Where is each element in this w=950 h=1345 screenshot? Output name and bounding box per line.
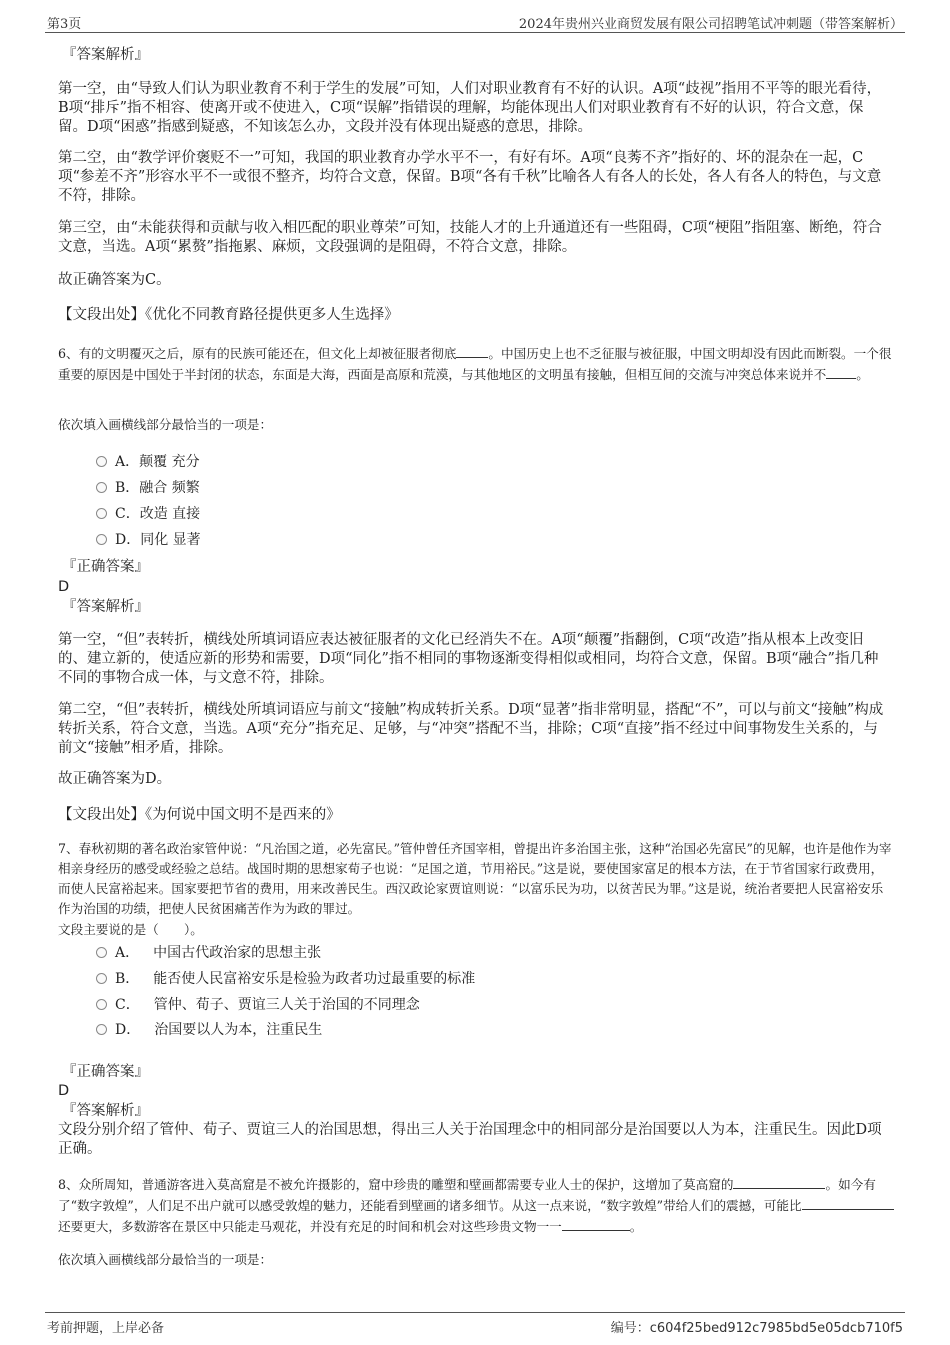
q8-stem-part-c: 还要更大，多数游客在景区中只能走马观花，并没有充足的时间和机会对这些珍贵文物一一 (58, 1219, 562, 1234)
q7-stem: 7、春秋初期的著名政治家管仲说：“凡治国之道，必先富民。”管仲曾任齐国宰相，曾提出许多治国主张，这种“治国必先富民”的见解，也许是他作为宰相亲身经历的感受或经验之总结。战国时期的思想家荀子也说：“足国之道，节用裕民。”这是说，要使国家富足的根本方法，在于节省国家行政费用，而使人民富裕起来。国家要把节省的费用，用来改善民生。西汉政论家贾谊则说：“以富乐民为功，以贫苦民为罪。”这是说，统治者要把人民富裕安乐作为治国的功绩，把使人民贫困痛苦作为为政的罪过。 (58, 841, 892, 916)
q5-source: 【文段出处】《优化不同教育路径提供更多人生选择》 (58, 307, 399, 323)
q6-blank-2 (826, 364, 856, 379)
option-text: 改造 直接 (139, 506, 201, 522)
q8-stem-part-a: 8、众所周知，普通游客进入莫高窟是不被允许摄影的，窟中珍贵的雕塑和壁画都需要专业人士的保护，这增加了莫高窟的 (58, 1177, 734, 1192)
page-number: 第3页 (47, 17, 82, 32)
q7-option-d[interactable] (96, 1020, 322, 1040)
q6-source: 【文段出处】《为何说中国文明不是西来的》 (58, 807, 341, 823)
radio-icon[interactable] (96, 947, 107, 958)
q6-stem-part-a: 6、有的文明覆灭之后，原有的民族可能还在，但文化上却被征服者彻底 (58, 346, 457, 361)
radio-icon[interactable] (96, 508, 107, 519)
q8-prompt: 依次填入画横线部分最恰当的一项是： (58, 1252, 273, 1267)
option-letter: A． (115, 454, 140, 470)
radio-icon[interactable] (96, 973, 107, 984)
q5-analysis-para1: 第一空，由“导致人们认为职业教育不利于学生的发展”可知，人们对职业教育有不好的认识。A项“歧视”指用不平等的眼光看待，B项“排斥”指不相容、使离开或不使进入，C项“误解”指错误的理解，均能体现出人们对职业教育有不好的认识，符合文意，保留。D项“困惑”指感到疑惑，不知该怎么办，文段并没有体现出疑惑的意思，排除。 (58, 81, 882, 135)
option-letter: B． (115, 971, 140, 987)
option-text: 治国要以人为本，注重民生 (154, 1022, 323, 1038)
q5-conclusion: 故正确答案为C。 (58, 272, 171, 288)
q7-analysis: 文段分别介绍了管仲、荀子、贾谊三人的治国思想，得出三人关于治国理念中的相同部分是治国要以人为本，注重民生。因此D项正确。 (58, 1122, 882, 1157)
q6-analysis-label: 『答案解析』 (62, 599, 149, 615)
q6-option-a[interactable] (96, 452, 200, 472)
q6-answer: D (58, 579, 70, 595)
q8-stem-part-b: 。如今有了“数字敦煌”，人们足不出户就可以感受敦煌的魅力，还能看到壁画的诸多细节。从这一点来说，“数字敦煌”带给人们的震撼，可能比 (58, 1177, 876, 1213)
q8-stem-part-d: 。 (629, 1219, 643, 1234)
radio-icon[interactable] (96, 534, 107, 545)
q6-stem (58, 343, 894, 385)
radio-icon[interactable] (96, 482, 107, 493)
q6-option-b[interactable] (96, 478, 200, 498)
radio-icon[interactable] (96, 1024, 107, 1035)
q7-prompt: 文段主要说的是（ ）。 (58, 922, 203, 937)
option-text: 中国古代政治家的思想主张 (153, 945, 322, 961)
q6-stem-part-b: 。中国历史上也不乏征服与被征服，中国文明却没有因此而断裂。一个很重要的原因是中国处于半封闭的状态，东面是大海，西面是高原和荒漠，与其他地区的文明虽有接触，但相互间的交流与冲突总体来说并不 (58, 346, 892, 382)
q6-answer-label: 『正确答案』 (62, 559, 149, 575)
q7-option-c[interactable] (96, 995, 420, 1015)
option-letter: B． (115, 480, 140, 496)
q5-analysis-para3: 第三空，由“未能获得和贡献与收入相匹配的职业尊荣”可知，技能人才的上升通道还有一些阻碍，C项“梗阻”指阻塞、断绝，符合文意，当选。A项“累赘”指拖累、麻烦，文段强调的是阻碍，不符合文意，排除。 (58, 220, 882, 255)
option-text: 能否使人民富裕安乐是检验为政者功过最重要的标准 (153, 971, 476, 987)
q7-answer: D (58, 1083, 70, 1099)
radio-icon[interactable] (96, 999, 107, 1010)
option-text: 融合 频繁 (139, 480, 200, 496)
q6-option-c[interactable] (96, 504, 200, 524)
q7-answer-label: 『正确答案』 (62, 1064, 149, 1080)
q8-stem (58, 1174, 894, 1237)
q6-stem-part-c: 。 (856, 367, 869, 382)
q6-analysis-para1: 第一空，“但”表转折，横线处所填词语应表达被征服者的文化已经消失不在。A项“颠覆”指翻倒，C项“改造”指从根本上改变旧的、建立新的，使适应新的形势和需要，D项“同化”指不相同的事物逐渐变得相似或相同，均符合文意，保留。B项“融合”指几种不同的事物合成一体，与文意不符，排除。 (58, 632, 879, 686)
q6-blank-1 (456, 343, 488, 358)
q6-prompt: 依次填入画横线部分最恰当的一项是： (58, 417, 273, 432)
radio-icon[interactable] (96, 456, 107, 467)
option-letter: C． (115, 997, 140, 1013)
option-letter: C． (115, 506, 140, 522)
q5-analysis-label: 『答案解析』 (62, 47, 149, 63)
q6-conclusion: 故正确答案为D。 (58, 771, 172, 787)
q5-analysis-para2: 第二空，由“教学评价褒贬不一”可知，我国的职业教育办学水平不一，有好有坏。A项“良莠不齐”指好的、坏的混杂在一起，C项“参差不齐”形容水平不一或很不整齐，均符合文意，保留。B项“各有千秋”比喻各人有各人的长处，各人有各人的特色，与文意不符，排除。 (58, 150, 882, 204)
footer-code-wrap (611, 1317, 903, 1336)
footer-code-label: 编号： (610, 1321, 650, 1336)
option-letter: A． (115, 945, 140, 961)
footer-code: c604f25bed912c7985bd5e05dcb710f5 (649, 1321, 903, 1336)
q7-option-b[interactable] (96, 969, 475, 989)
option-letter: D． (115, 532, 141, 548)
q6-analysis-para2: 第二空，“但”表转折，横线处所填词语应与前文“接触”构成转折关系。D项“显著”指非常明显，搭配“不”，可以与前文“接触”构成转折关系，符合文意，当选。A项“充分”指充足、足够，与“冲突”搭配不当，排除；C项“直接”指不经过中间事物发生关系的，与前文“接触”相矛盾，排除。 (58, 702, 884, 756)
q7-option-a[interactable] (96, 943, 321, 963)
q7-analysis-label: 『答案解析』 (62, 1103, 149, 1119)
q8-blank-1 (733, 1174, 825, 1189)
document-title: 2024年贵州兴业商贸发展有限公司招聘笔试冲刺题（带答案解析） (518, 17, 903, 32)
footer-slogan: 考前押题，上岸必备 (47, 1321, 165, 1336)
q6-option-d[interactable] (96, 530, 201, 550)
page-header (45, 10, 905, 33)
option-text: 同化 显著 (140, 532, 201, 548)
q8-blank-2 (802, 1195, 894, 1210)
option-text: 管仲、荀子、贾谊三人关于治国的不同理念 (153, 997, 420, 1013)
option-letter: D． (115, 1022, 141, 1038)
q8-blank-3 (562, 1216, 630, 1231)
option-text: 颠覆 充分 (139, 454, 200, 470)
page-footer (45, 1312, 905, 1341)
